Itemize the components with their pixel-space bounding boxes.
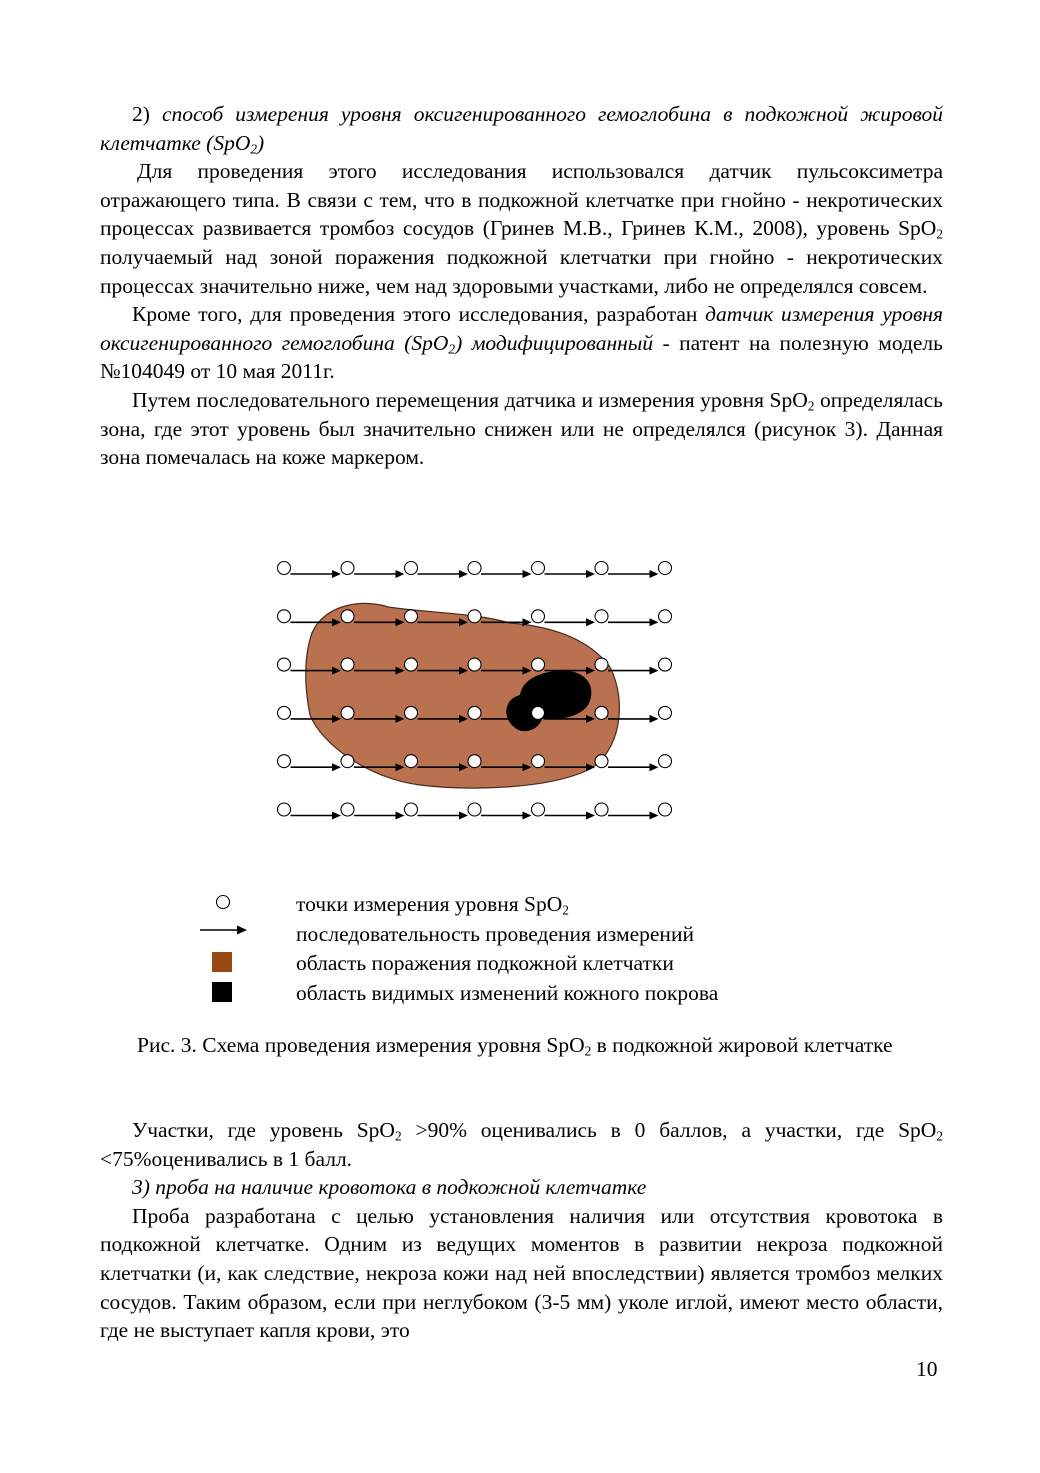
sequence-arrow-head <box>650 812 659 820</box>
legend-label: точки измерения уровня SpO <box>296 892 563 916</box>
section-3-heading: 3) проба на наличие кровотока в подкожной клетчатке <box>132 1175 647 1200</box>
measurement-point <box>405 562 418 575</box>
measurement-point <box>341 658 354 671</box>
measurement-point <box>341 803 354 816</box>
figure-caption: Рис. 3. Схема проведения измерения уровня SpO$_2$ в подкожной жировой клетчатке <box>137 1033 893 1059</box>
measurement-point <box>532 803 545 816</box>
measurement-point <box>405 658 418 671</box>
measurement-point <box>278 803 291 816</box>
measurement-point <box>532 610 545 623</box>
sequence-arrow-head <box>586 618 595 626</box>
measurement-point <box>405 755 418 768</box>
sequence-arrow-head <box>459 570 468 578</box>
paragraph-2: Кроме того, для проведения этого исследования, разработан датчик измерения уровня оксигенированного гемоглобина (SpO$_2$) модифицированный - патент на полезную модель №104049 от 10 мая 2011г. <box>100 302 943 384</box>
figure-legend <box>200 890 820 1008</box>
measurement-point <box>659 755 672 768</box>
page-number: 10 <box>916 1357 938 1381</box>
measurement-point <box>659 706 672 719</box>
measurement-point <box>532 562 545 575</box>
sequence-arrow-head <box>332 763 341 771</box>
measurement-point <box>468 803 481 816</box>
measurement-point <box>278 562 291 575</box>
legend-item-sequence <box>200 920 820 950</box>
measurement-point <box>659 610 672 623</box>
legend-item-skin <box>200 979 820 1009</box>
measurement-point <box>278 658 291 671</box>
measurement-point <box>468 755 481 768</box>
measurement-point <box>468 658 481 671</box>
sequence-arrow-head <box>459 812 468 820</box>
brown-square-icon <box>200 949 250 978</box>
section-2-heading <box>100 100 943 157</box>
measurement-point <box>595 755 608 768</box>
black-square-icon <box>200 979 250 1008</box>
text-after-figure <box>100 1116 943 1345</box>
sequence-arrow-head <box>650 570 659 578</box>
measurement-point <box>341 562 354 575</box>
sequence-arrow-head <box>650 763 659 771</box>
measurement-point <box>532 706 545 719</box>
sequence-arrow-head <box>332 812 341 820</box>
legend-label: область видимых изменений кожного покрова <box>296 980 719 1005</box>
measurement-point <box>595 610 608 623</box>
legend-label: последовательность проведения измерений <box>296 921 694 946</box>
measurement-point <box>341 755 354 768</box>
measurement-point <box>405 610 418 623</box>
sequence-arrow-head <box>523 570 532 578</box>
circle-icon <box>200 890 250 919</box>
measurement-point <box>595 706 608 719</box>
sequence-arrow-head <box>650 715 659 723</box>
sequence-arrow-head <box>650 618 659 626</box>
measurement-point <box>595 562 608 575</box>
arrow-icon <box>200 920 250 949</box>
legend-item-points: точки измерения уровня SpO$_2$ <box>200 890 820 920</box>
sequence-arrow-head <box>586 812 595 820</box>
measurement-point <box>659 562 672 575</box>
paragraph-5: Проба разработана с целью установления наличия или отсутствия кровотока в подкожной клетчатке. Одним из ведущих моментов в развитии некроза подкожной клетчатки (и, как следствие, некроза кожи над ней впоследствии) является тромбоз мелких сосудов. Таким образом, если при неглубоком (3-5 мм) уколе иглой, имеют место области, где не выступает капля крови, это <box>100 1203 943 1343</box>
sequence-arrow-head <box>523 812 532 820</box>
measurement-point <box>278 755 291 768</box>
page-body <box>100 100 943 472</box>
measurement-point <box>278 610 291 623</box>
measurement-point <box>405 706 418 719</box>
measurement-point <box>278 706 291 719</box>
legend-label: область поражения подкожной клетчатки <box>296 951 674 975</box>
paragraph-1: Для проведения этого исследования использовался датчик пульсоксиметра отражающего типа. В связи с тем, что в подкожной клетчатке при гнойно - некротических процессах развивается тромбоз сосудов (Гринев М.В., Гринев К.М., 2008), уровень SpO$_2$ получаемый над зоной поражения подкожной клетчатки при гнойно - некротических процессах значительно ниже, чем над здоровыми участками, либо не определялся совсем. <box>100 159 943 298</box>
measurement-point <box>532 658 545 671</box>
measurement-point <box>659 803 672 816</box>
measurement-point <box>659 658 672 671</box>
measurement-point <box>532 755 545 768</box>
measurement-point <box>595 658 608 671</box>
sequence-arrow-head <box>586 570 595 578</box>
sequence-arrow-head <box>396 570 405 578</box>
sequence-arrow-head <box>332 570 341 578</box>
measurement-point <box>595 803 608 816</box>
measurement-point <box>468 610 481 623</box>
measurement-scheme-figure <box>270 555 680 835</box>
measurement-point <box>468 562 481 575</box>
sequence-arrow-head <box>396 812 405 820</box>
measurement-point <box>405 803 418 816</box>
legend-item-lesion <box>200 949 820 979</box>
measurement-point <box>468 706 481 719</box>
measurement-point <box>341 706 354 719</box>
measurement-point <box>341 610 354 623</box>
section-2-title: способ измерения уровня оксигенированного гемоглобина в подкожной жировой клетчатке (SpO$_2$) <box>100 102 943 157</box>
paragraph-3: Путем последовательного перемещения датчика и измерения уровня SpO$_2$ определялась зона, где этот уровень был значительно снижен или не определялся (рисунок 3). Данная зона помечалась на коже маркером. <box>100 387 943 470</box>
sequence-arrow-head <box>650 667 659 675</box>
section-2-number: 2) <box>132 102 150 126</box>
paragraph-4: Участки, где уровень SpO$_2$ >90% оценивались в 0 баллов, а участки, где SpO$_2$ <75%оценивались в 1 балл. <box>100 1118 943 1171</box>
